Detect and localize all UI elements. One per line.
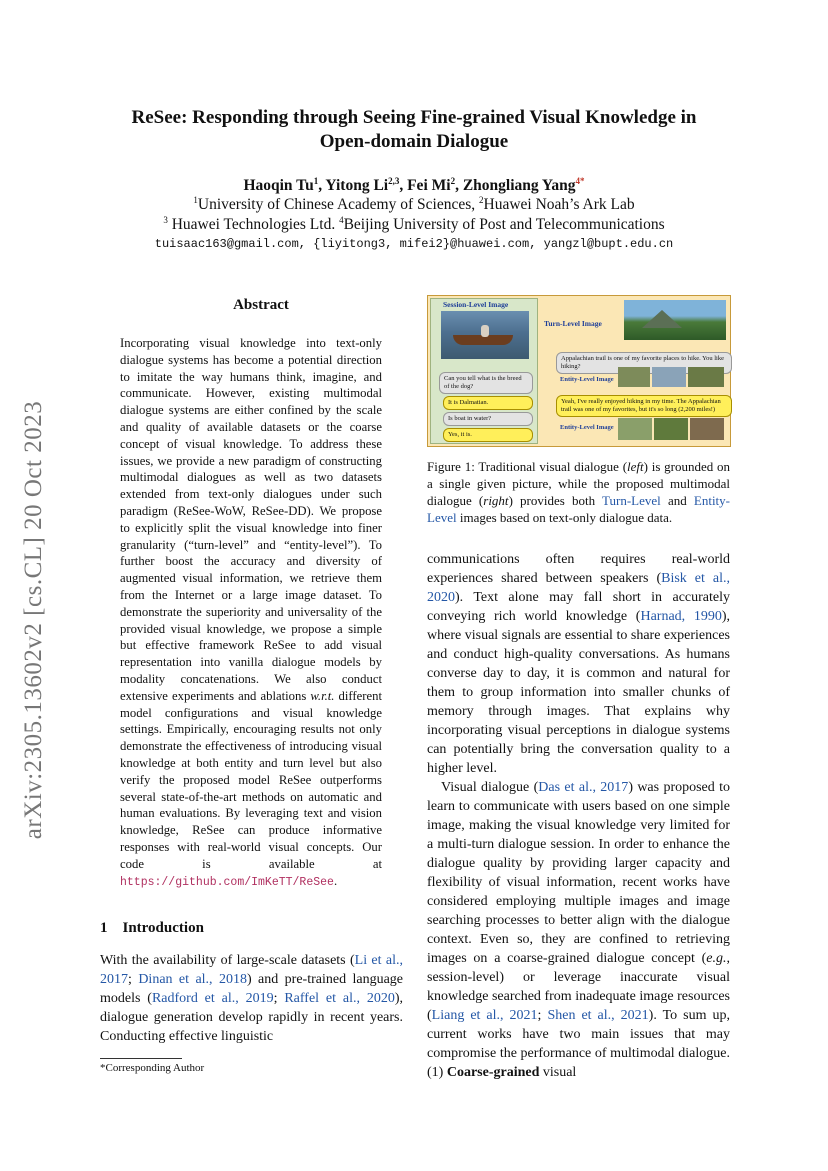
session-panel xyxy=(430,298,538,444)
citation-das-2017[interactable]: Das et al., 2017 xyxy=(538,780,629,795)
author-list xyxy=(90,176,738,195)
paragraph-1 xyxy=(427,550,730,778)
caption-text-2: ) is grounded on a single given picture, while the proposed multimodal dialogue ( xyxy=(427,459,730,508)
paragraph-2 xyxy=(427,778,730,1082)
figure-caption xyxy=(427,458,730,526)
author-4-sup: 4* xyxy=(575,176,585,186)
p2-text-a: Visual dialogue ( xyxy=(441,780,539,795)
affil-sup-4: 4 xyxy=(339,215,344,225)
p2-eg: e.g. xyxy=(706,951,727,966)
session-level-label: Session-Level Image xyxy=(443,300,509,309)
author-1-sup: 1 xyxy=(313,176,319,186)
citation-harnad-1990[interactable]: Harnad, 1990 xyxy=(640,609,722,624)
intro-text-3: ) and pre-trained language models ( xyxy=(100,972,404,1006)
citation-shen-2021[interactable]: Shen et al., 2021 xyxy=(547,1008,649,1023)
title-line-1: ReSee: Responding through Seeing Fine-grained Visual Knowledge in xyxy=(131,107,697,128)
figure-1 xyxy=(427,295,731,447)
entity-image-1 xyxy=(618,367,650,387)
affil-sup-1: 1 xyxy=(193,195,198,205)
title-line-2: Open-domain Dialogue xyxy=(319,131,509,152)
entity-level-label-1: Entity-Level Image xyxy=(560,376,614,383)
intro-text-2: ; xyxy=(128,972,139,987)
session-image xyxy=(441,311,529,359)
author-3: , Fei Mi xyxy=(399,177,451,195)
caption-text-3: ) provides both xyxy=(508,493,603,508)
footnote-divider xyxy=(100,1058,182,1059)
intro-heading xyxy=(100,920,204,937)
paper-title xyxy=(90,106,738,154)
author-emails[interactable]: tuisaac163@gmail.com, {liyitong3, mifei2}@huawei.com, yangzl@bupt.edu.cn xyxy=(154,237,674,251)
entity-image-3 xyxy=(688,367,724,387)
author-4: , Zhongliang Yang xyxy=(455,177,576,195)
citation-liang-2021[interactable]: Liang et al., 2021 xyxy=(431,1008,538,1023)
affil-text-2: Huawei Noah’s Ark Lab xyxy=(483,196,635,214)
author-2-sup: 2,3 xyxy=(388,176,400,186)
abstract-wrt: w.r.t. xyxy=(310,688,335,703)
intro-paragraph xyxy=(100,951,403,1046)
citation-dinan-2018[interactable]: Dinan et al., 2018 xyxy=(138,972,247,987)
caption-turn-level: Turn-Level xyxy=(602,493,661,508)
author-1: Haoqin Tu xyxy=(243,177,314,195)
affil-sup-3: 3 xyxy=(163,215,168,225)
abstract-text-a: Incorporating visual knowledge into text-only dialogue systems has become a potential direction to imitate the way humans think, imagine, and communicate. However, existing multimodal dialogue systems are either confined by the scale and quality of available datasets or the coarse concept of visual knowledge. To address these issues, we provide a new paradigm of constructing multimodal dialogues as well as two datasets extended from text-only dialogues under such paradigm (ReSee-WoW, ReSee-DD). We propose to explicitly split the visual knowledge into finer granularity (“turn-level” and “entity-level”). To further boost the accuracy and diversity of augmented visual information, we retrieve them from the Internet or a large image dataset. To demonstrate the superiority and universality of the provided visual knowledge, we propose a simple but effective framework ReSee to add visual representation into vanilla dialogue models by modality concatenations. We also conduct extensive experiments and ablations xyxy=(120,336,382,703)
footnote: *Corresponding Author xyxy=(100,1062,205,1074)
author-3-sup: 2 xyxy=(450,176,456,186)
affiliation-line-1 xyxy=(90,195,738,214)
person-shape xyxy=(481,325,489,337)
citation-li-2017[interactable]: Li et al., 2017 xyxy=(100,953,403,987)
entity-image-2 xyxy=(652,367,686,387)
entity-image-5 xyxy=(654,418,688,440)
abstract-body xyxy=(120,335,382,891)
question-1: Can you tell what is the breed of the dog? xyxy=(439,372,533,394)
p1-text-b: ). Text alone may fall short in accurately conveying rich world knowledge ( xyxy=(427,590,730,624)
affil-text-1: University of Chinese Academy of Sciences, xyxy=(197,196,479,214)
caption-text-5: images based on text-only dialogue data. xyxy=(456,510,673,525)
affil-text-3: Huawei Technologies Ltd. xyxy=(167,216,340,234)
response-1-text: Appalachian trail is one of my favorite places to hike. You like hiking? xyxy=(561,355,725,370)
caption-left: left xyxy=(627,459,644,474)
right-column-body xyxy=(427,550,730,1082)
turn-level-label: Turn-Level Image xyxy=(544,319,602,328)
intro-text-1: With the availability of large-scale datasets ( xyxy=(100,953,355,968)
caption-text-1: Figure 1: Traditional visual dialogue ( xyxy=(427,459,628,474)
citation-bisk-2020[interactable]: Bisk et al., 2020 xyxy=(427,571,730,605)
citation-radford-2019[interactable]: Radford et al., 2019 xyxy=(151,991,274,1006)
abstract-text-b: different model configurations and visual knowledge settings. Empirically, encouraging results not only demonstrate the effectiveness of introducing visual knowledge at both entity and turn level but also verify the proposed model ReSee outperforms several state-of-the-art methods on automatic and human evaluations. By leveraging text and vision knowledge, ReSee can produce informative responses with real-world visual concepts. Our code is available at xyxy=(120,688,382,871)
p2-text-b: ) was proposed to learn to communicate with users based on one simple image, making the visual knowledge very limited for a multi-turn dialogue session. In order to enhance the dialogue quality by providing larger capacity and flexibility of visual information, recent works have considered employing multiple images and image searching processes to better align with the dialogue context. Even so, they are confined to retrieving images on a coarse-grained dialogue concept ( xyxy=(427,780,730,966)
code-link[interactable]: https://github.com/ImKeTT/ReSee xyxy=(120,875,334,889)
answer-1: It is Dalmatian. xyxy=(443,396,533,410)
turn-level-image xyxy=(624,300,726,340)
mountain-shape xyxy=(642,310,682,328)
p1-text-c: ), where visual signals are essential to share experiences and conduct high-quality conversations. As humans converse day to day, it is common and natural for them to group information into smaller chunks of memory through images. That explains why incorporating visual perceptions in dialogue systems can potentially bring the conversation quality to a higher level. xyxy=(427,609,730,776)
p2-text-d: ; xyxy=(537,1008,548,1023)
abstract-end: . xyxy=(333,873,338,888)
entity-level-label-2: Entity-Level Image xyxy=(560,424,614,431)
p2-text-e: ). To sum up, current works have two main issues that may compromise the performance of multimodal dialogue. (1) xyxy=(427,1008,730,1080)
caption-right: right xyxy=(483,493,509,508)
p2-bold: Coarse-grained xyxy=(446,1065,540,1080)
answer-2: Yes, it is. xyxy=(443,428,533,442)
citation-raffel-2020[interactable]: Raffel et al., 2020 xyxy=(284,991,395,1006)
question-2: Is boat in water? xyxy=(443,412,533,426)
affiliation-line-2 xyxy=(90,215,738,234)
arxiv-identifier-text: arXiv:2305.13602v2 [cs.CL] 20 Oct 2023 xyxy=(20,400,47,840)
caption-entity-level: Entity-Level xyxy=(427,493,730,525)
response-2 xyxy=(556,395,732,417)
p1-text-a: communications often requires real-world experiences shared between speakers ( xyxy=(427,552,730,586)
affil-sup-2: 2 xyxy=(479,195,484,205)
intro-text-5: ), dialogue generation develop rapidly in recent years. Conducting effective linguistic xyxy=(100,991,403,1044)
section-title: Introduction xyxy=(122,920,204,936)
caption-text-4: and xyxy=(660,493,694,508)
p2-text-f: visual xyxy=(539,1065,577,1080)
section-number: 1 xyxy=(100,920,108,936)
response-2-text: Yeah, I've really enjoyed hiking in my time. The Appalachian trail was one of my favorites, but it's so long (2,200 miles!) xyxy=(561,398,721,413)
entity-image-6 xyxy=(690,418,724,440)
entity-image-4 xyxy=(618,418,652,440)
p2-text-c: , session-level) or leverage inaccurate visual knowledge searched from inadequate image resources ( xyxy=(427,951,730,1023)
author-2: , Yitong Li xyxy=(318,177,389,195)
affil-text-4: Beijing University of Post and Telecommunications xyxy=(343,216,665,234)
abstract-heading: Abstract xyxy=(233,297,289,313)
intro-text-4: ; xyxy=(273,991,285,1006)
arxiv-identifier xyxy=(14,360,54,880)
